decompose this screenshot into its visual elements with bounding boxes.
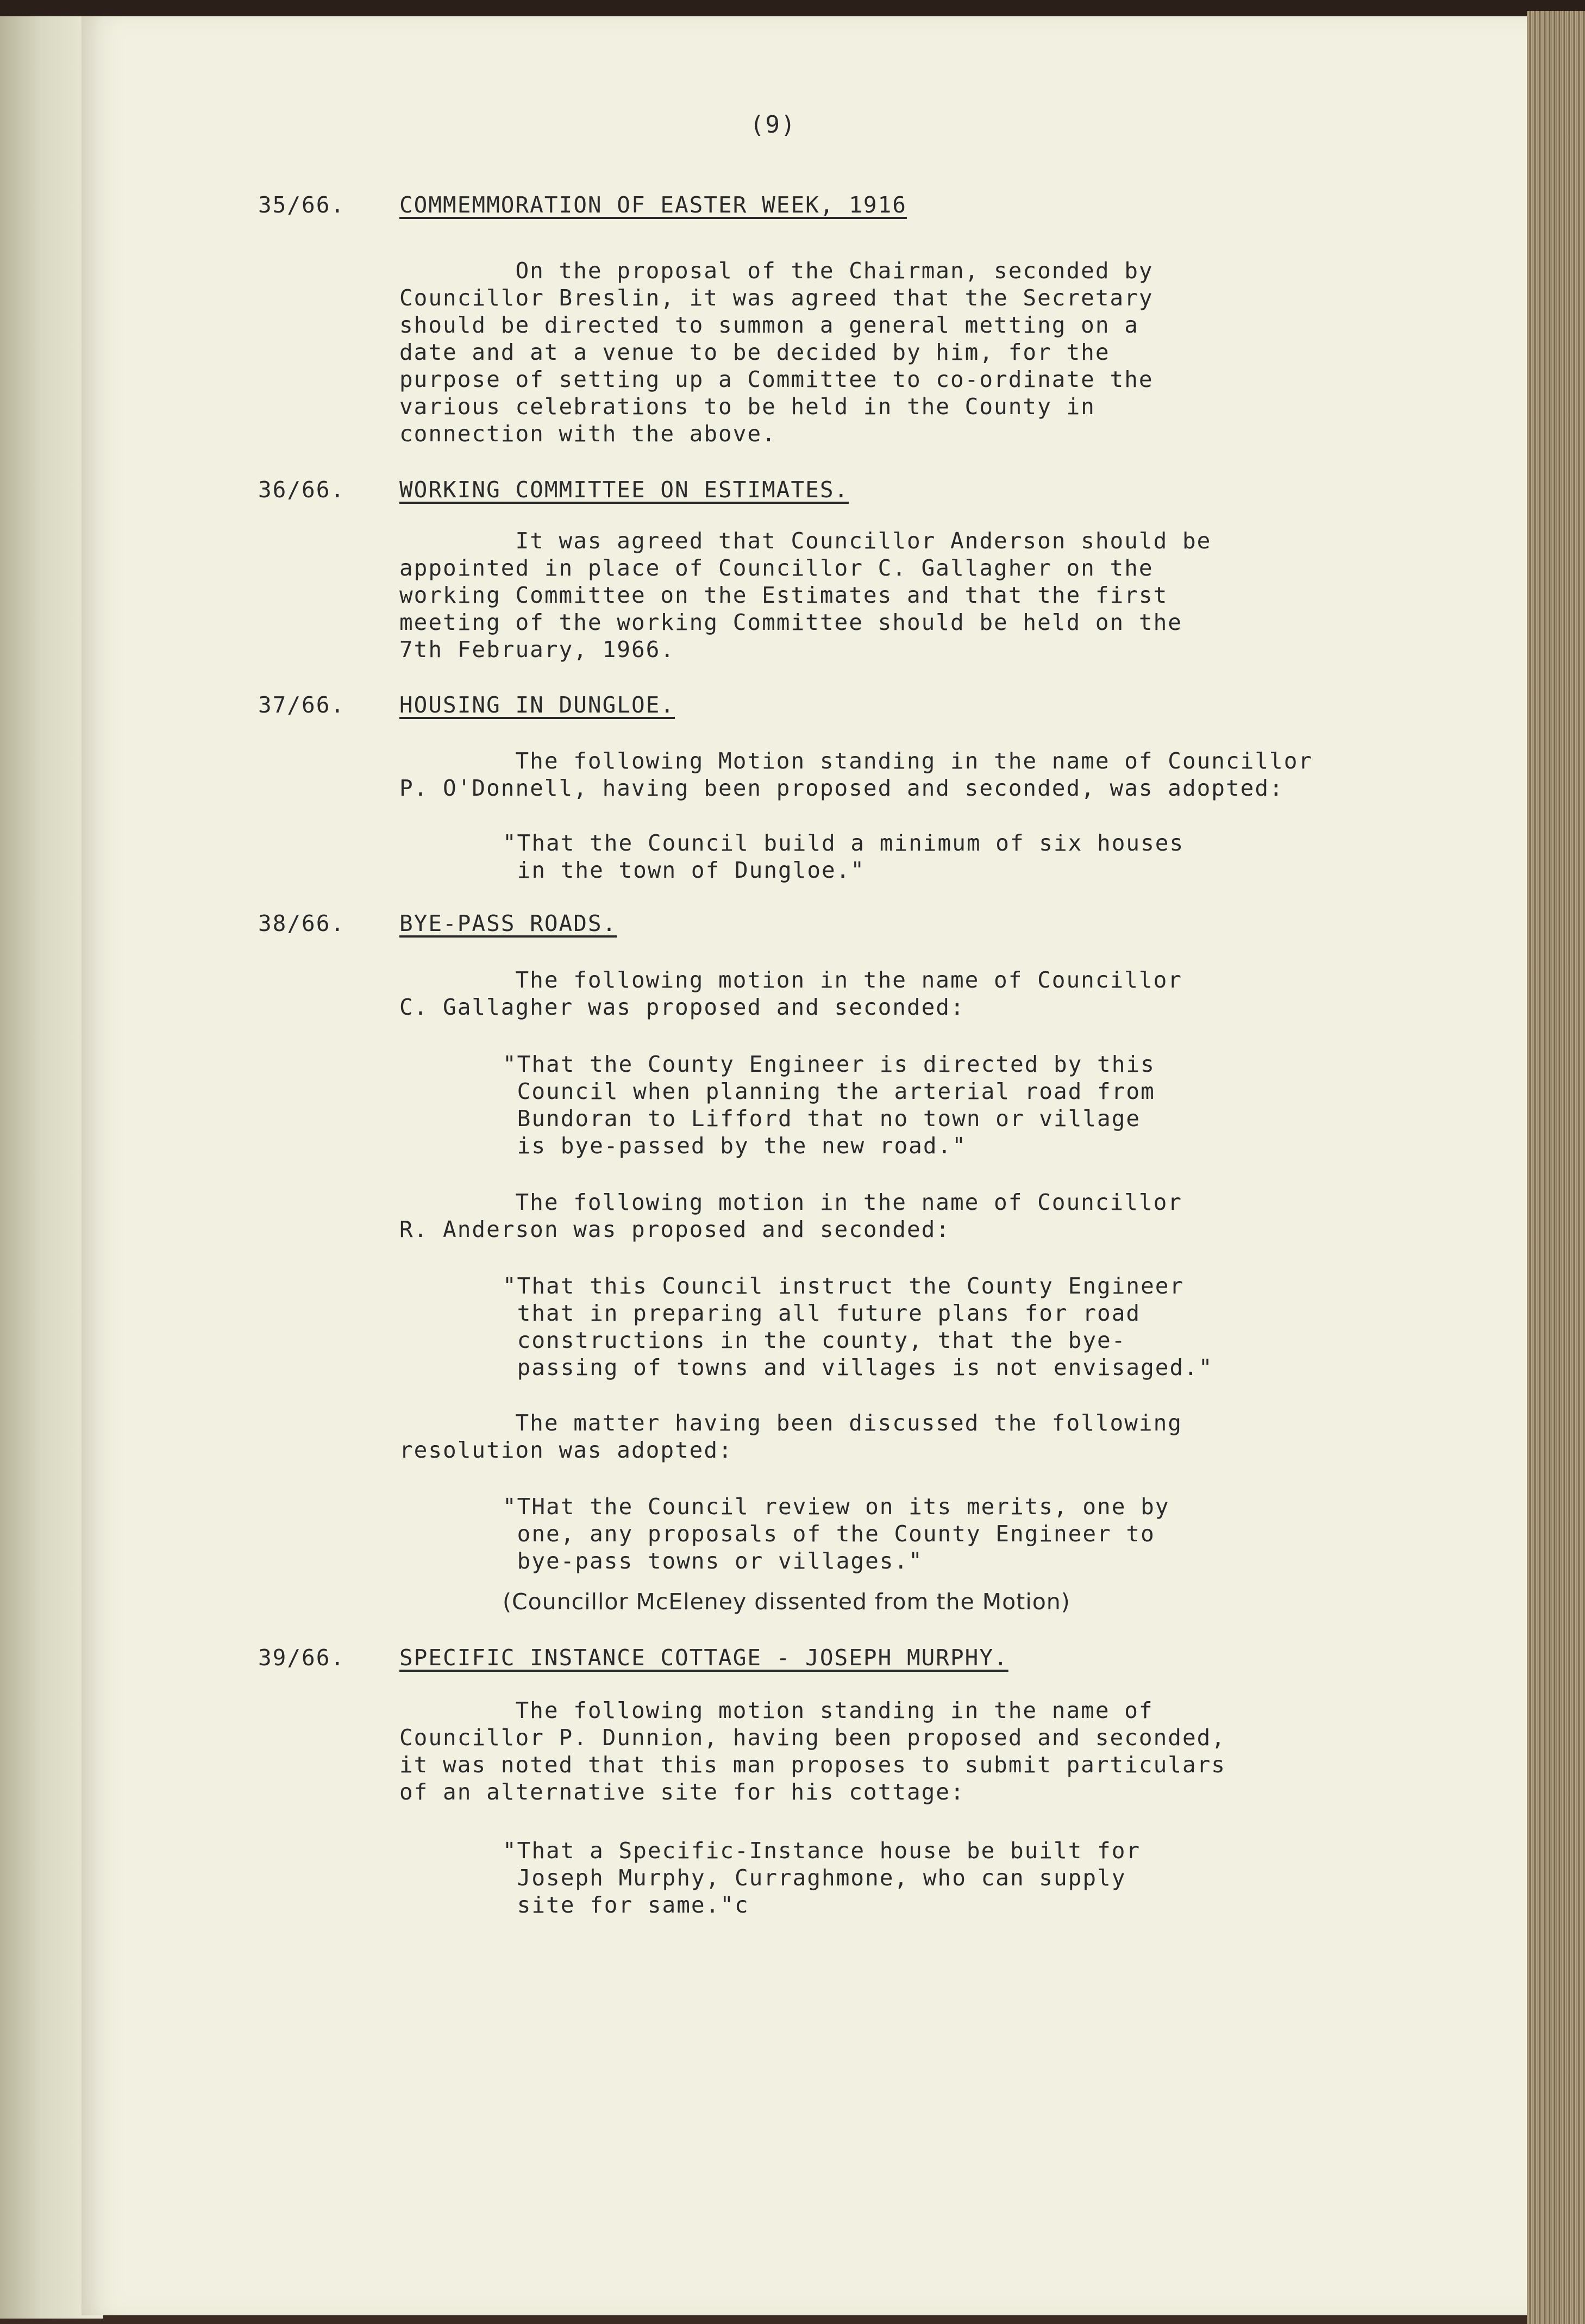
- top-edge: [0, 0, 1585, 16]
- quoted-motion-line: Joseph Murphy, Curraghmone, who can supply: [503, 1865, 1126, 1891]
- quoted-resolution-line: bye-pass towns or villages.": [503, 1548, 923, 1574]
- paragraph-line: It was agreed that Councillor Anderson should be: [399, 528, 1212, 554]
- item-number: 35/66.: [258, 192, 346, 218]
- quoted-motion-line: is bye-passed by the new road.": [503, 1133, 967, 1159]
- quoted-resolution-line: "THat the Council review on its merits, one by: [503, 1494, 1170, 1520]
- paragraph-line: purpose of setting up a Committee to co-ordinate the: [399, 366, 1154, 392]
- paragraph-line: working Committee on the Estimates and that the first: [399, 582, 1168, 608]
- paragraph-line: The following motion standing in the name of: [399, 1697, 1154, 1723]
- quoted-motion-line: Council when planning the arterial road from: [503, 1078, 1155, 1104]
- item-heading: HOUSING IN DUNGLOE.: [399, 692, 675, 718]
- paragraph-line: C. Gallagher was proposed and seconded:: [399, 994, 965, 1020]
- quoted-motion-line: that in preparing all future plans for road: [503, 1300, 1141, 1326]
- paragraph-line: connection with the above.: [399, 421, 776, 447]
- paragraph-line: The following motion in the name of Councillor: [399, 967, 1182, 993]
- item-heading: BYE-PASS ROADS.: [399, 910, 617, 936]
- paragraph-line: The matter having been discussed the following: [399, 1410, 1182, 1436]
- quoted-motion-line: site for same."c: [503, 1892, 749, 1918]
- item-heading: COMMEMMORATION OF EASTER WEEK, 1916: [399, 192, 907, 218]
- quoted-motion-line: "That the Council build a minimum of six houses: [503, 830, 1185, 856]
- paragraph-line: date and at a venue to be decided by him, for the: [399, 339, 1110, 365]
- paragraph-line: Councillor P. Dunnion, having been proposed and seconded,: [399, 1725, 1226, 1751]
- item-number: 36/66.: [258, 477, 346, 503]
- page-number: (9): [750, 111, 797, 139]
- item-heading: WORKING COMMITTEE ON ESTIMATES.: [399, 477, 849, 503]
- paragraph-line: should be directed to summon a general metting on a: [399, 312, 1139, 338]
- item-number: 38/66.: [258, 910, 346, 936]
- quoted-motion-line: "That the County Engineer is directed by this: [503, 1051, 1155, 1077]
- paragraph-line: it was noted that this man proposes to submit particulars: [399, 1752, 1226, 1778]
- paragraph-line: The following Motion standing in the name of Councillor: [399, 748, 1313, 774]
- paragraph-line: P. O'Donnell, having been proposed and seconded, was adopted:: [399, 775, 1284, 801]
- dissent-note: (Councillor McEleney dissented from the Motion): [503, 1589, 1070, 1615]
- paragraph-line: On the proposal of the Chairman, seconded by: [399, 258, 1154, 284]
- paragraph-line: of an alternative site for his cottage:: [399, 1779, 965, 1805]
- paragraph-line: appointed in place of Councillor C. Gallagher on the: [399, 555, 1154, 581]
- quoted-motion-line: in the town of Dungloe.": [503, 857, 866, 883]
- quoted-motion-line: Bundoran to Lifford that no town or village: [503, 1105, 1141, 1132]
- page-edges: [1527, 11, 1585, 2324]
- paragraph-line: meeting of the working Committee should be held on the: [399, 609, 1182, 635]
- item-number: 39/66.: [258, 1645, 346, 1671]
- paragraph-line: various celebrations to be held in the County in: [399, 393, 1095, 420]
- quoted-motion-line: constructions in the county, that the bye-: [503, 1327, 1126, 1353]
- quoted-resolution-line: one, any proposals of the County Engineer to: [503, 1521, 1155, 1547]
- paragraph-line: resolution was adopted:: [399, 1437, 733, 1463]
- paragraph-line: R. Anderson was proposed and seconded:: [399, 1216, 950, 1242]
- quoted-motion-line: "That this Council instruct the County Engineer: [503, 1273, 1185, 1299]
- quoted-motion-line: passing of towns and villages is not envisaged.": [503, 1354, 1213, 1380]
- item-heading: SPECIFIC INSTANCE COTTAGE - JOSEPH MURPHY.: [399, 1645, 1008, 1671]
- paragraph-line: 7th February, 1966.: [399, 636, 675, 663]
- paragraph-line: Councillor Breslin, it was agreed that the Secretary: [399, 285, 1154, 311]
- quoted-motion-line: "That a Specific-Instance house be built for: [503, 1838, 1141, 1864]
- item-number: 37/66.: [258, 692, 346, 718]
- paragraph-line: The following motion in the name of Councillor: [399, 1189, 1182, 1215]
